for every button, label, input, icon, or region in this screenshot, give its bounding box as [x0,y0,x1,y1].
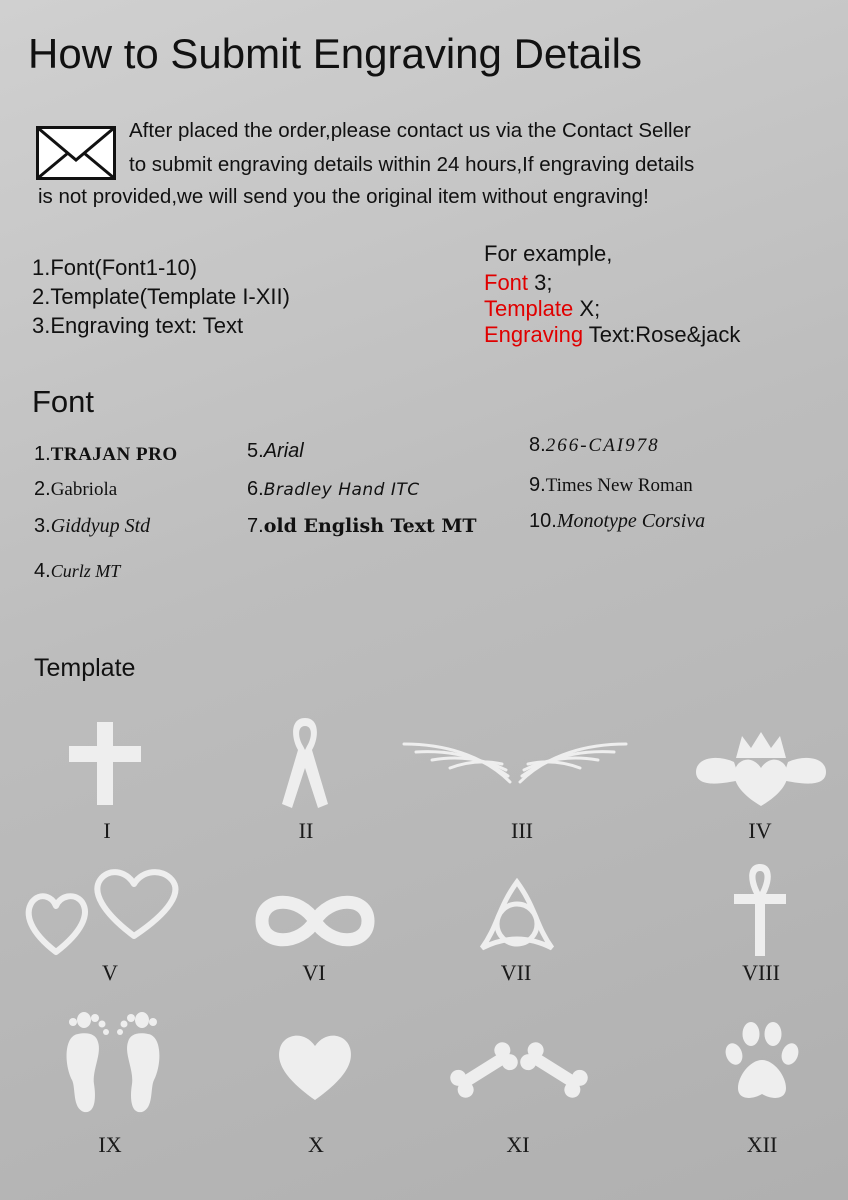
font-option-5: 5.Arial [247,440,304,462]
intro-line-1: After placed the order,please contact us via the Contact Seller [129,119,691,142]
template-numeral-6: VI [302,960,326,985]
requirement-font: 1.Font(Font1-10) [32,255,198,280]
example-font-label: Font [484,270,529,295]
paw-icon [724,1020,800,1104]
font-option-6: 6.Bradley Hand ITC [247,478,420,500]
example-font [484,270,553,296]
example-template-label: Template [484,296,574,321]
template-numeral-8: VIII [742,960,780,985]
example-template-value: X; [573,296,601,321]
template-numeral-10: X [308,1132,324,1157]
example-engraving-label: Engraving [484,322,584,347]
font-option-1: 1.TRAJAN PRO [34,443,178,465]
intro-line-3: is not provided,we will send you the original item without engraving! [38,185,649,208]
example-engraving [484,322,740,348]
font-option-8: 8.266-CAI978 [529,434,660,456]
font-option-10: 10.Monotype Corsiva [529,510,706,532]
example-font-value: 3; [528,270,553,295]
trinity-knot-icon [478,878,556,954]
template-numeral-11: XI [506,1132,530,1157]
font-option-9: 9.Times New Roman [529,474,693,496]
ankh-icon [732,862,788,958]
bones-icon [450,1036,588,1098]
cross-icon [68,722,142,806]
templates-heading: Template [34,654,136,682]
example-engraving-value: Text:Rose&jack [583,322,741,347]
heart-icon [276,1030,354,1102]
wings-icon [402,738,628,786]
font-option-3: 3.Giddyup Std [34,515,151,537]
font-option-7: 7.old English Text MT [247,515,477,537]
ribbon-icon [280,716,330,808]
infinity-icon [250,886,380,956]
template-numeral-7: VII [500,960,532,985]
template-numeral-9: IX [98,1132,122,1157]
requirement-template: 2.Template(Template I-XII) [32,284,290,309]
font-option-4: 4.Curlz MT [34,560,121,582]
template-numeral-12: XII [746,1132,778,1157]
fonts-heading: Font [32,384,95,419]
template-numeral-3: III [511,818,533,843]
page-title: How to Submit Engraving Details [28,30,642,77]
template-numeral-4: IV [748,818,772,843]
template-numeral-2: II [298,818,314,843]
template-numeral-5: V [102,960,118,985]
footprints-icon [58,1004,168,1116]
intro-line-2: to submit engraving details within 24 hours,If engraving details [129,153,695,176]
envelope-icon [36,126,116,180]
template-numeral-1: I [103,818,111,843]
example-heading: For example, [484,241,613,266]
double-heart-icon [22,866,188,956]
requirement-text: 3.Engraving text: Text [32,313,244,338]
font-option-2: 2.Gabriola [34,478,118,500]
example-template [484,296,600,322]
claddagh-icon [694,728,828,808]
